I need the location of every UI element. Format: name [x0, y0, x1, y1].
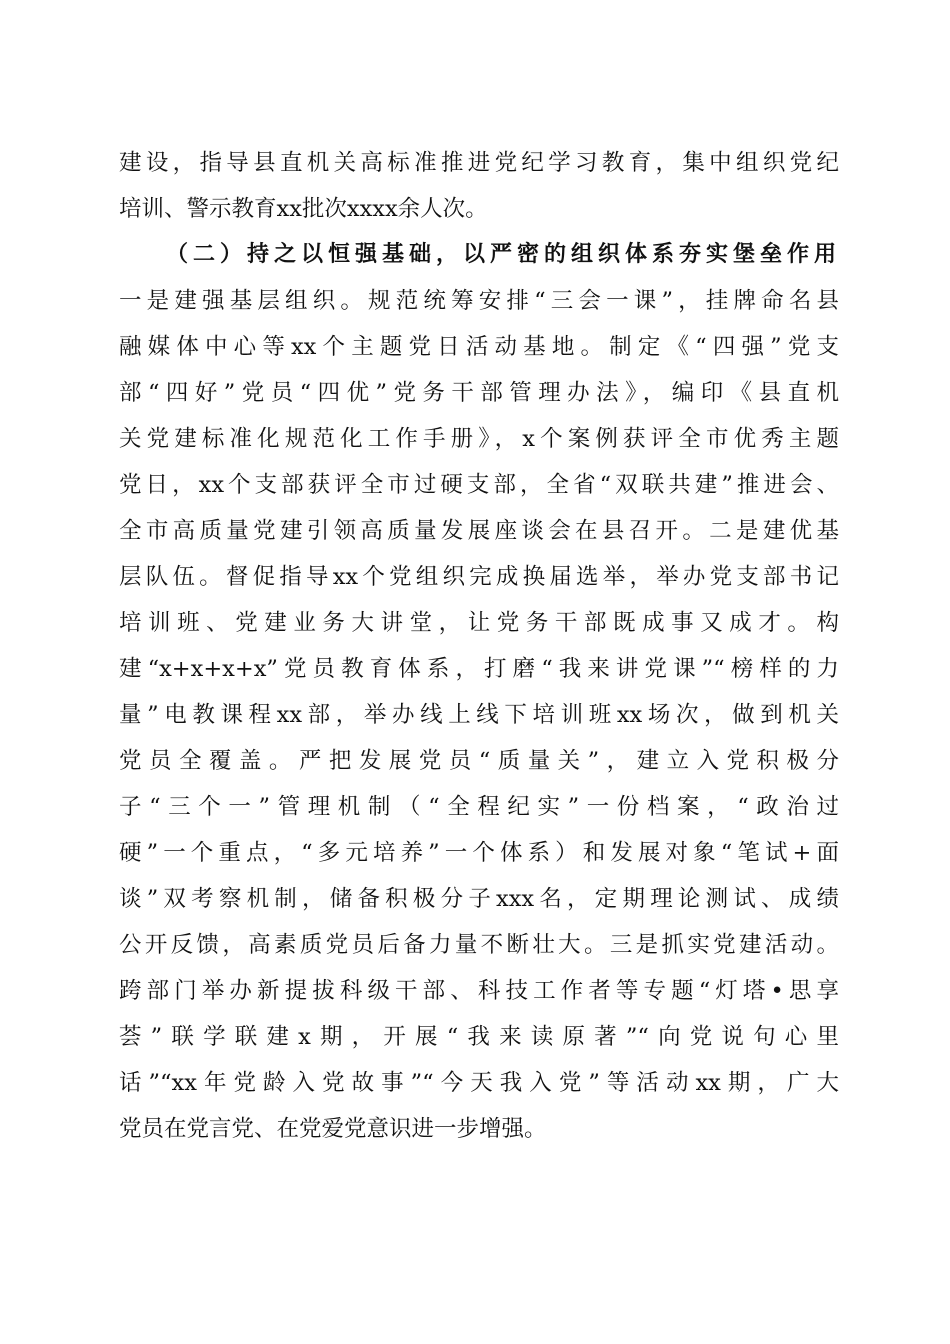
- text-line: 公开反馈，高素质党员后备力量不断壮大。三是抓实党建活动。: [119, 932, 839, 958]
- text-line: 培训、警示教育xx批次xxxx余人次。: [119, 196, 488, 222]
- text-line: 层队伍。督促指导xx个党组织完成换届选举，举办党支部书记: [119, 564, 839, 590]
- text-line: 硬”一个重点，“多元培养”一个体系）和发展对象“笔试+面: [119, 840, 839, 866]
- text-line: 关党建标准化规范化工作手册》，x个案例获评全市优秀主题: [119, 426, 839, 452]
- text-line: 建设，指导县直机关高标准推进党纪学习教育，集中组织党纪: [119, 150, 839, 176]
- text-line: 跨部门举办新提拔科级干部、科技工作者等专题“灯塔•思享: [119, 978, 839, 1004]
- text-line: 党日，xx个支部获评全市过硬支部，全省“双联共建”推进会、: [119, 472, 839, 498]
- text-line: 部“四好”党员“四优”党务干部管理办法》，编印《县直机: [119, 380, 839, 406]
- text-line: 融媒体中心等xx个主题党日活动基地。制定《“四强”党支: [119, 334, 839, 360]
- text-line: 谈”双考察机制，储备积极分子xxx名，定期理论测试、成绩: [119, 886, 839, 912]
- text-line: 建“x+x+x+x”党员教育体系，打磨“我来讲党课”“榜样的力: [119, 656, 839, 682]
- text-line: 量”电教课程xx部，举办线上线下培训班xx场次，做到机关: [119, 702, 839, 728]
- text-line: 子“三个一”管理机制（“全程纪实”一份档案，“政治过: [119, 794, 839, 820]
- text-line: 一是建强基层组织。规范统筹安排“三会一课”，挂牌命名县: [119, 288, 839, 314]
- section-heading: （二）持之以恒强基础，以严密的组织体系夯实堡垒作用: [166, 242, 836, 267]
- text-line: 话”“xx年党龄入党故事”“今天我入党”等活动xx期，广大: [119, 1070, 839, 1096]
- text-line: 荟”联学联建x期，开展“我来读原著”“向党说句心里: [119, 1024, 839, 1050]
- text-line: 培训班、党建业务大讲堂，让党务干部既成事又成才。构: [119, 610, 839, 636]
- text-line: 党员在党言党、在党爱党意识进一步增强。: [119, 1116, 547, 1142]
- text-line: 全市高质量党建引领高质量发展座谈会在县召开。二是建优基: [119, 518, 839, 544]
- text-line: 党员全覆盖。严把发展党员“质量关”，建立入党积极分: [119, 748, 839, 774]
